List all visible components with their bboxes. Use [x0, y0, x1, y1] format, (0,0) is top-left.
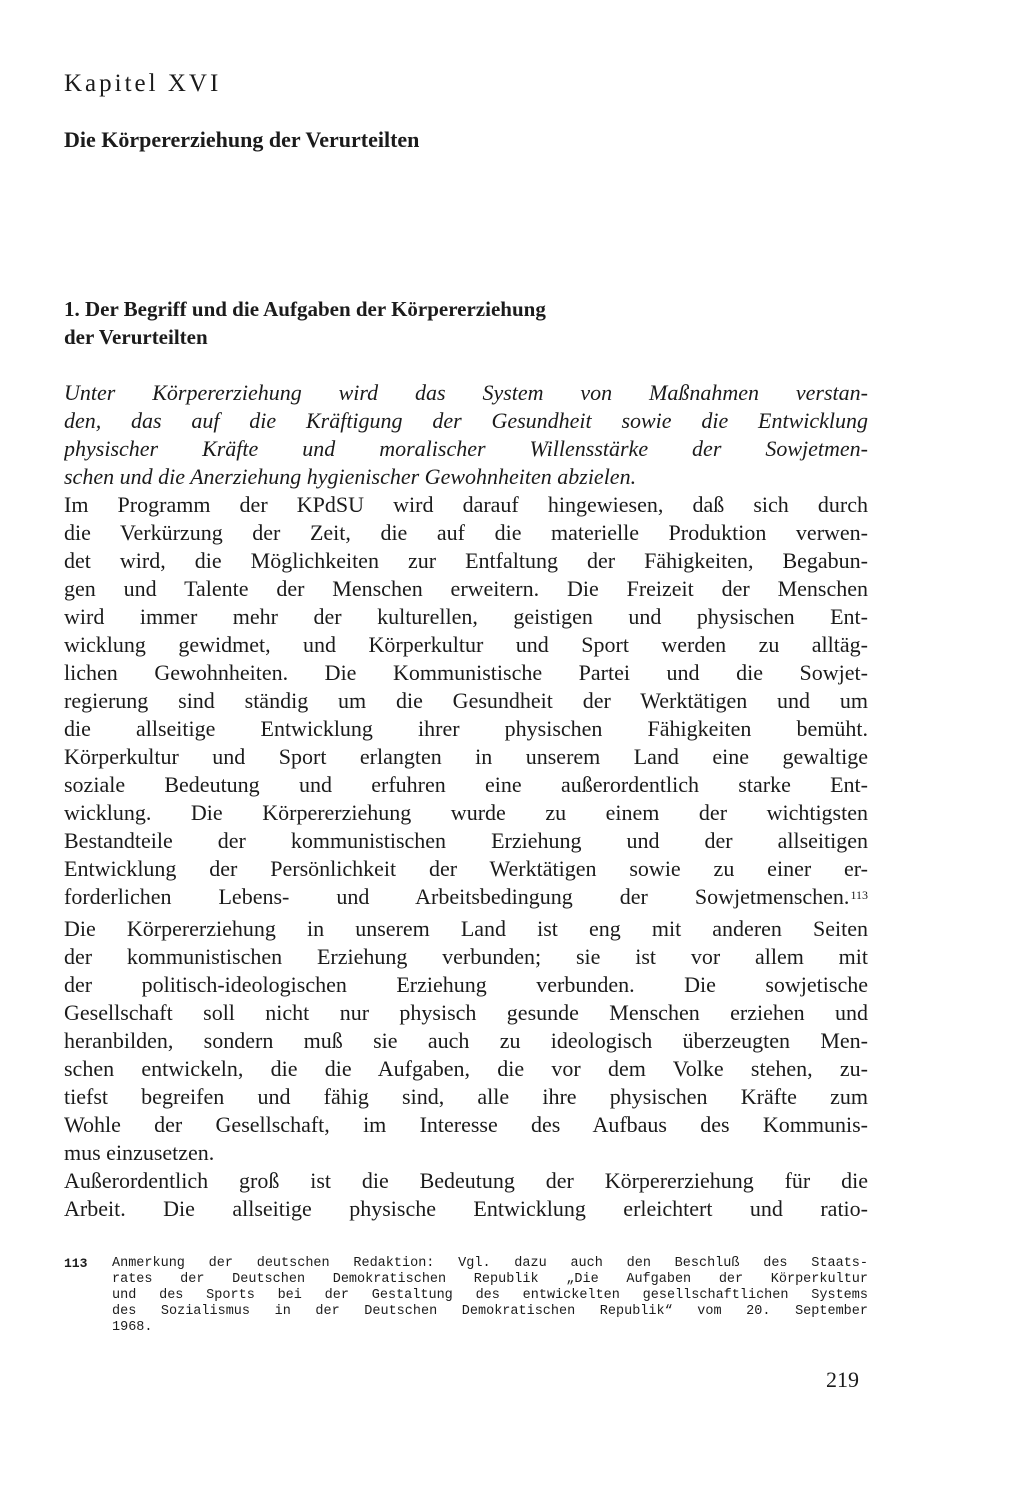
section-heading-line: 1. Der Begriff und die Aufgaben der Körpererziehung [64, 297, 546, 321]
body-line: gen und Talente der Menschen erweitern. Die Freizeit der Menschen [64, 576, 868, 601]
definition-line: schen und die Anerziehung hygienischer Gewohnheiten abzielen. [64, 464, 637, 489]
page-number: 219 [826, 1367, 859, 1392]
body-line: Arbeit. Die allseitige physische Entwicklung erleichtert und ratio- [64, 1196, 868, 1221]
body-line: die Verkürzung der Zeit, die auf die materielle Produktion verwen- [64, 520, 868, 545]
body-line: det wird, die Möglichkeiten zur Entfaltung der Fähigkeiten, Begabun- [64, 548, 868, 573]
chapter-label: Kapitel XVI [64, 70, 222, 97]
footnote-line: und des Sports bei der Gestaltung des entwickelten gesellschaftlichen Systems [112, 1288, 868, 1303]
body-line: tiefst begreifen und fähig sind, alle ihre physischen Kräfte zum [64, 1084, 868, 1109]
body-line: Die Körpererziehung in unserem Land ist eng mit anderen Seiten [64, 916, 868, 941]
section-heading-line: der Verurteilten [64, 325, 208, 349]
body-line: die allseitige Entwicklung ihrer physischen Fähigkeiten bemüht. [64, 716, 868, 741]
body-line-text: forderlichen Lebens- und Arbeitsbedingung der Sowjetmenschen. [64, 884, 850, 909]
body-line-with-footnote-ref [64, 883, 868, 911]
section-heading [64, 295, 546, 351]
footnote-line: 1968. [112, 1320, 153, 1335]
body-line: mus einzusetzen. [64, 1140, 215, 1165]
body-line: Außerordentlich groß ist die Bedeutung der Körpererziehung für die [64, 1168, 868, 1193]
body-line: heranbilden, sondern muß sie auch zu ideologisch überzeugten Men- [64, 1028, 868, 1053]
body-line: wicklung gewidmet, und Körperkultur und Sport werden zu alltäg- [64, 632, 868, 657]
footnote-line: Anmerkung der deutschen Redaktion: Vgl. dazu auch den Beschluß des Staats- [112, 1256, 868, 1271]
footnote-line: rates der Deutschen Demokratischen Republik „Die Aufgaben der Körperkultur [112, 1272, 868, 1287]
body-line: Entwicklung der Persönlichkeit der Werktätigen sowie zu einer er- [64, 856, 868, 881]
footnote-number: 113 [64, 1256, 88, 1271]
body-line: lichen Gewohnheiten. Die Kommunistische Partei und die Sowjet- [64, 660, 868, 685]
body-line: Bestandteile der kommunistischen Erziehung und der allseitigen [64, 828, 868, 853]
body-line: Gesellschaft soll nicht nur physisch gesunde Menschen erziehen und [64, 1000, 868, 1025]
footnote-line: des Sozialismus in der Deutschen Demokratischen Republik“ vom 20. September [112, 1304, 868, 1319]
body-line: schen entwickeln, die die Aufgaben, die vor dem Volke stehen, zu- [64, 1056, 868, 1081]
body-line: wicklung. Die Körpererziehung wurde zu einem der wichtigsten [64, 800, 868, 825]
footnote-reference[interactable]: 113 [850, 888, 868, 902]
body-line: regierung sind ständig um die Gesundheit der Werktätigen und um [64, 688, 868, 713]
definition-line: den, das auf die Kräftigung der Gesundheit sowie die Entwicklung [64, 408, 868, 433]
body-line: Wohle der Gesellschaft, im Interesse des Aufbaus des Kommunis- [64, 1112, 868, 1137]
body-line: der politisch-ideologischen Erziehung verbunden. Die sowjetische [64, 972, 868, 997]
body-line: wird immer mehr der kulturellen, geistigen und physischen Ent- [64, 604, 868, 629]
definition-line: physischer Kräfte und moralischer Willensstärke der Sowjetmen- [64, 436, 868, 461]
chapter-title: Die Körpererziehung der Verurteilten [64, 127, 420, 152]
body-line: Körperkultur und Sport erlangten in unserem Land eine gewaltige [64, 744, 868, 769]
body-line: der kommunistischen Erziehung verbunden; sie ist vor allem mit [64, 944, 868, 969]
body-line: Im Programm der KPdSU wird darauf hingewiesen, daß sich durch [64, 492, 868, 517]
definition-line: Unter Körpererziehung wird das System von Maßnahmen verstan- [64, 380, 868, 405]
body-line: soziale Bedeutung und erfuhren eine außerordentlich starke Ent- [64, 772, 868, 797]
